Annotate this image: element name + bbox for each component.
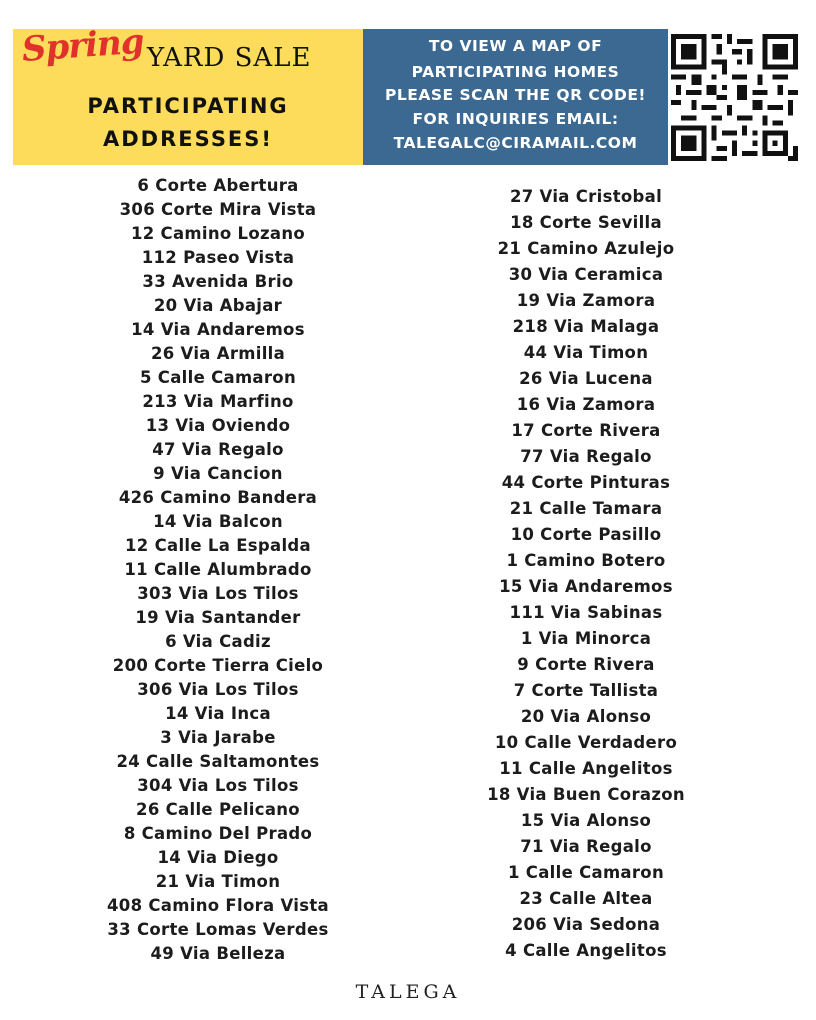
address-item: 44 Via Timon <box>523 343 649 362</box>
address-item: 21 Calle Tamara <box>509 499 663 518</box>
address-item: 30 Via Ceramica <box>508 265 664 284</box>
spring-title: Spring <box>20 21 145 70</box>
info-line: PARTICIPATING HOMES <box>411 63 620 81</box>
address-item: 47 Via Regalo <box>152 440 284 459</box>
address-item: 44 Corte Pinturas <box>501 473 671 492</box>
address-item: 426 Camino Bandera <box>118 488 318 507</box>
address-item: 49 Via Belleza <box>150 944 286 963</box>
address-item: 19 Via Santander <box>135 608 301 627</box>
address-item: 9 Corte Rivera <box>517 655 655 674</box>
address-item: 20 Via Abajar <box>153 296 283 315</box>
address-item: 71 Via Regalo <box>520 837 652 856</box>
address-item: 21 Via Timon <box>155 872 281 891</box>
address-item: 14 Via Andaremos <box>131 320 305 339</box>
address-item: 6 Corte Abertura <box>137 176 299 195</box>
address-item: 12 Calle La Espalda <box>125 536 311 555</box>
address-item: 6 Via Cadiz <box>165 632 271 651</box>
address-item: 26 Via Lucena <box>519 369 653 388</box>
address-item: 218 Via Malaga <box>512 317 660 336</box>
contact-email: TALEGALC@CIRAMAIL.COM <box>393 134 638 152</box>
address-item: 15 Via Andaremos <box>499 577 673 596</box>
address-item: 3 Via Jarabe <box>160 728 276 747</box>
address-item: 9 Via Cancion <box>153 464 283 483</box>
address-item: 26 Via Armilla <box>150 344 286 363</box>
address-item: 23 Calle Altea <box>519 889 653 908</box>
address-item: 306 Corte Mira Vista <box>119 200 317 219</box>
address-item: 11 Calle Angelitos <box>499 759 673 778</box>
address-item: 112 Paseo Vista <box>141 248 295 267</box>
address-item: 27 Via Cristobal <box>509 187 663 206</box>
addresses-heading: ADDRESSES! <box>103 127 273 151</box>
address-item: 20 Via Alonso <box>520 707 652 726</box>
qr-code-icon[interactable] <box>671 34 798 161</box>
address-item: 26 Calle Pelicano <box>136 800 300 819</box>
address-item: 13 Via Oviendo <box>145 416 291 435</box>
address-item: 213 Via Marfino <box>142 392 294 411</box>
address-item: 8 Camino Del Prado <box>123 824 313 843</box>
address-item: 1 Via Minorca <box>520 629 652 648</box>
address-item: 7 Corte Tallista <box>513 681 659 700</box>
info-line: TO VIEW A MAP OF <box>428 37 603 55</box>
address-item: 1 Calle Camaron <box>507 863 664 882</box>
address-item: 12 Camino Lozano <box>130 224 306 243</box>
address-item: 14 Via Diego <box>157 848 279 867</box>
address-item: 206 Via Sedona <box>511 915 661 934</box>
talega-logo: TALEGA <box>355 981 461 1003</box>
info-panel <box>363 29 668 165</box>
address-item: 24 Calle Saltamontes <box>116 752 320 771</box>
address-item: 18 Via Buen Corazon <box>487 785 685 804</box>
address-item: 4 Calle Angelitos <box>505 941 667 960</box>
info-line: FOR INQUIRIES EMAIL: <box>412 110 619 128</box>
address-item: 33 Corte Lomas Verdes <box>107 920 329 939</box>
address-item: 306 Via Los Tilos <box>137 680 299 699</box>
address-item: 14 Via Inca <box>165 704 271 723</box>
address-item: 408 Camino Flora Vista <box>107 896 329 915</box>
address-item: 18 Corte Sevilla <box>510 213 662 232</box>
address-item: 304 Via Los Tilos <box>137 776 299 795</box>
address-item: 14 Via Balcon <box>153 512 283 531</box>
address-item: 33 Avenida Brio <box>142 272 294 291</box>
address-item: 10 Calle Verdadero <box>494 733 678 752</box>
address-item: 17 Corte Rivera <box>511 421 661 440</box>
info-line: PLEASE SCAN THE QR CODE! <box>385 86 646 104</box>
address-item: 111 Via Sabinas <box>509 603 663 622</box>
address-item: 303 Via Los Tilos <box>137 584 299 603</box>
address-item: 1 Camino Botero <box>506 551 666 570</box>
address-item: 16 Via Zamora <box>516 395 656 414</box>
address-item: 21 Camino Azulejo <box>497 239 675 258</box>
address-item: 77 Via Regalo <box>520 447 652 466</box>
address-item: 5 Calle Camaron <box>139 368 296 387</box>
address-item: 11 Calle Alumbrado <box>124 560 312 579</box>
address-item: 15 Via Alonso <box>520 811 652 830</box>
yard-sale-title: YARD SALE <box>147 43 312 73</box>
address-item: 10 Corte Pasillo <box>510 525 662 544</box>
address-item: 19 Via Zamora <box>516 291 656 310</box>
address-item: 200 Corte Tierra Cielo <box>112 656 324 675</box>
participating-heading: PARTICIPATING <box>87 94 289 118</box>
